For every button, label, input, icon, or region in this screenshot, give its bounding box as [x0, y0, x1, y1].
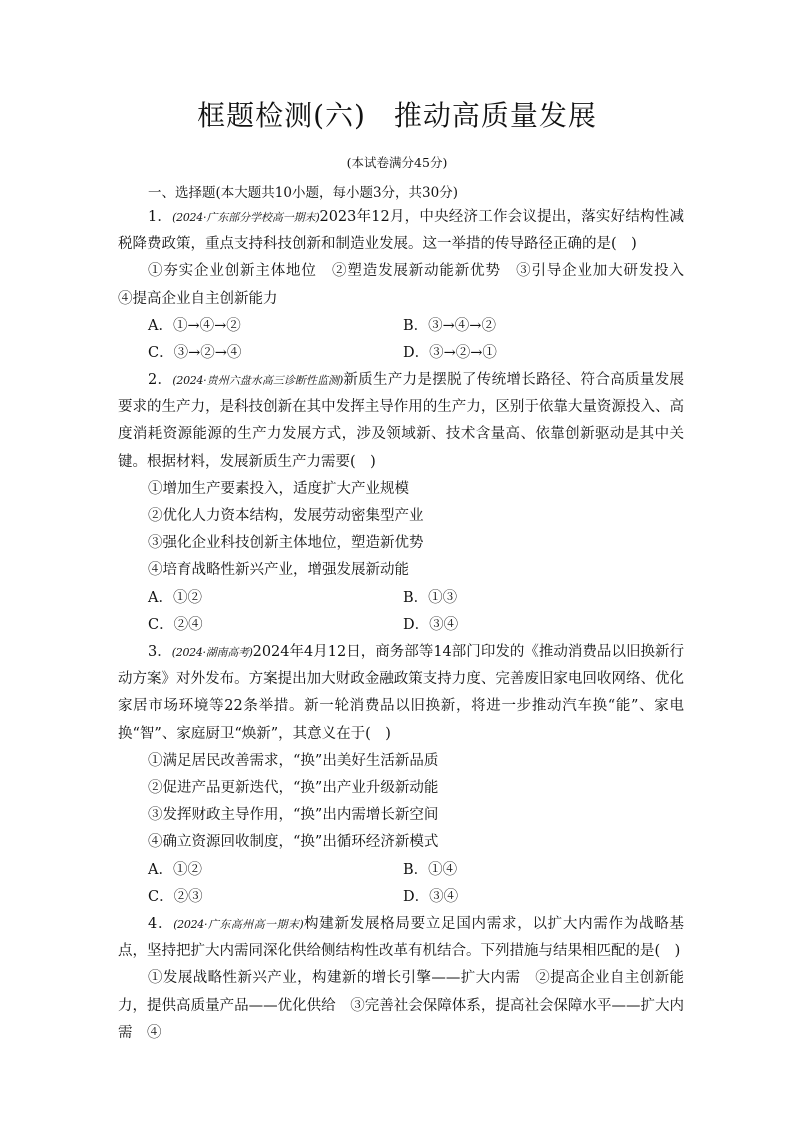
answer-row — [118, 857, 684, 884]
option-4: ④确立资源回收制度，“换”出循环经济新模式 — [148, 834, 439, 851]
answer-d[interactable]: D．③④ — [403, 888, 459, 905]
question-source: (2024·湖南高考) — [171, 646, 253, 659]
question-options: ①夯实企业创新主体地位 ②塑造发展新动能新优势 ③引导企业加大研发投入 ④提高企业自主创新能力 — [118, 263, 699, 307]
score-note: (本试卷满分45分) — [346, 155, 448, 170]
answer-c[interactable]: C．②③ — [148, 888, 203, 905]
question-number: 3． — [148, 644, 172, 660]
question-number: 1． — [148, 209, 173, 225]
question-source: (2024·广东部分学校高一期末) — [172, 211, 320, 224]
question-2 — [118, 367, 684, 639]
title-sub: 推动高质量发展 — [393, 99, 597, 132]
option-3: ③发挥财政主导作用，“换”出内需增长新空间 — [148, 807, 439, 824]
question-source: (2024·广东高州高一期末) — [173, 918, 304, 931]
question-stem — [118, 911, 684, 965]
question-1 — [118, 204, 699, 367]
option-1: ①满足居民改善需求，“换”出美好生活新品质 — [148, 752, 439, 769]
question-number: 4． — [148, 916, 174, 932]
answer-d[interactable]: D．③④ — [403, 616, 459, 633]
option-4: ④培育战略性新兴产业，增强发展新动能 — [148, 562, 409, 579]
option-2: ②促进产品更新迭代，“换”出产业升级新动能 — [148, 780, 439, 797]
title-main: 框题检测(六) — [197, 99, 366, 132]
answer-row — [118, 884, 684, 911]
question-3 — [118, 639, 684, 911]
answer-a[interactable]: A．①② — [148, 589, 202, 606]
answer-a[interactable]: A．①→④→② — [148, 317, 241, 334]
option-3: ③强化企业科技创新主体地位，塑造新优势 — [148, 535, 424, 552]
answer-b[interactable]: B．①④ — [403, 861, 458, 878]
page-title — [0, 94, 794, 134]
question-4 — [118, 911, 684, 1047]
question-source: (2024·贵州六盘水高三诊断性监测) — [172, 374, 344, 387]
question-text: 2024年4月12日，商务部等14部门印发的《推动消费品以旧换新行动方案》对外发布。方案提出加大财政金融政策支持力度、完善废旧家电回收网络、优化家居市场环境等22条举措。新一轮消费品以旧换新，将进一步推动汽车换“能”、家电换“智”、家庭厨卫“焕新”，其意义在于( ) — [118, 644, 684, 742]
answer-c[interactable]: C．③→②→④ — [148, 345, 242, 362]
answer-d[interactable]: D．③→②→① — [403, 345, 497, 362]
question-text: 新质生产力是摆脱了传统增长路径、符合高质量发展要求的生产力，是科技创新在其中发挥主导作用的生产力，区别于依靠大量资源投入、高度消耗资源能源的生产力发展方式，涉及领域新、技术含量高、依靠创新驱动是其中关键。根据材料，发展新质生产力需要( ) — [118, 372, 685, 470]
answer-b[interactable]: B．③→④→② — [403, 317, 496, 334]
question-text: 构建新发展格局要立足国内需求，以扩大内需作为战略基点，坚持把扩大内需同深化供给侧结构性改革有机结合。下列措施与结果相匹配的是( ) — [118, 916, 684, 960]
answer-row — [118, 313, 684, 340]
section-heading: 一、选择题(本大题共10小题，每小题3分，共30分) — [148, 185, 458, 201]
answer-b[interactable]: B．①③ — [403, 589, 458, 606]
question-stem — [118, 204, 684, 258]
option-2: ②优化人力资本结构，发展劳动密集型产业 — [148, 508, 424, 525]
answer-row — [118, 340, 684, 367]
option-1: ①增加生产要素投入，适度扩大产业规模 — [148, 480, 409, 497]
question-options: ①发展战略性新兴产业，构建新的增长引擎——扩大内需 ②提高企业自主创新能力，提供高质量产品——优化供给 ③完善社会保障体系，提高社会保障水平——扩大内需 ④ — [118, 970, 684, 1041]
answer-row — [118, 585, 684, 612]
answer-a[interactable]: A．①② — [148, 861, 202, 878]
question-stem — [118, 639, 684, 748]
question-number: 2． — [148, 372, 173, 388]
question-stem — [118, 367, 684, 476]
answer-row — [118, 612, 684, 639]
question-text: 2023年12月，中央经济工作会议提出，落实好结构性减税降费政策，重点支持科技创新和制造业发展。这一举措的传导路径正确的是( ) — [118, 209, 684, 253]
answer-c[interactable]: C．②④ — [148, 616, 203, 633]
